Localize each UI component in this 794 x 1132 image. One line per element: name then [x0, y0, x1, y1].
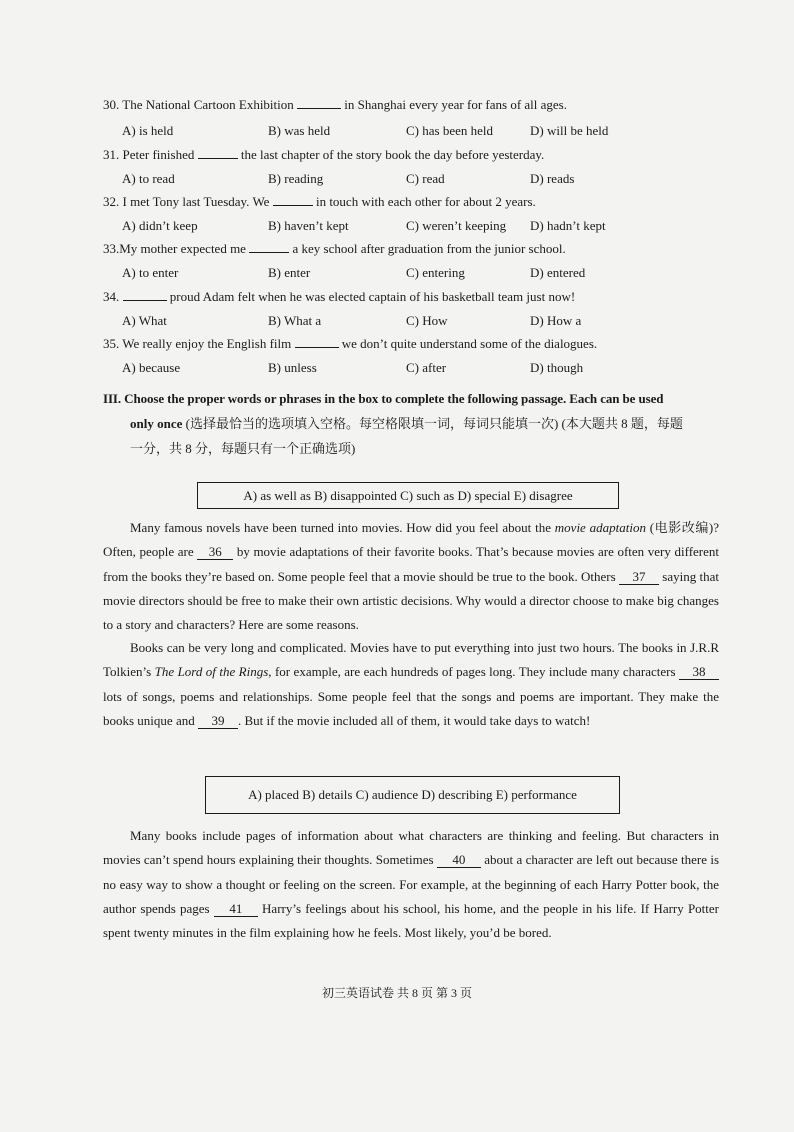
option-d: D) hadn’t kept — [530, 218, 606, 233]
option-a: A) to read — [122, 171, 175, 186]
blank-38: 38 — [679, 665, 719, 680]
answer-blank — [198, 158, 238, 159]
blank-39: 39 — [198, 714, 238, 729]
stem-text: 34. — [103, 289, 120, 304]
option-c: C) read — [406, 171, 445, 186]
section-3-instructions — [103, 386, 719, 461]
blank-41: 41 — [214, 902, 258, 917]
option-b: B) reading — [268, 171, 324, 186]
option-c: C) entering — [406, 265, 465, 280]
stem-text: 30. The National Cartoon Exhibition — [103, 97, 294, 112]
page-footer: 初三英语试卷 共 8 页 第 3 页 — [321, 986, 472, 1000]
only-once-label: only once — [130, 416, 183, 431]
option-a: A) didn’t keep — [122, 218, 198, 233]
blank-37: 37 — [619, 570, 659, 585]
section-note: (选择最恰当的选项填入空格。每空格限填一词，每词只能填一次) (本大题共 8 题，每题 — [182, 416, 683, 431]
stem-text: in Shanghai every year for fans of all ages. — [344, 97, 567, 112]
passage-paragraph-2: Books can be very long and complicated. Movies have to put everything into just two hours. The books in J.R.R Tolkien’s The Lord of the Rings, for example, are each hundreds of pages long. They include many characters 38 lots of songs, poems and relationships. Some people feel that the songs and poems are important. They make the books unique and 39 . But if the movie included all of them, it would take days to watch! — [103, 640, 719, 728]
option-d: D) though — [530, 360, 584, 375]
option-b: B) enter — [268, 265, 311, 280]
option-d: D) will be held — [530, 123, 609, 138]
option-b: B) What a — [268, 313, 322, 328]
stem-text: proud Adam felt when he was elected captain of his basketball team just now! — [169, 289, 576, 304]
question-30-stem — [103, 96, 567, 113]
section-note-line3: 一分，共 8 分，每题只有一个正确选项) — [130, 441, 356, 456]
stem-text: in touch with each other for about 2 years. — [315, 194, 536, 209]
book-title: The Lord of the Rings — [154, 664, 269, 680]
answer-blank — [249, 252, 289, 253]
stem-text: we don’t quite understand some of the dialogues. — [341, 336, 598, 351]
stem-text: a key school after graduation from the junior school. — [292, 241, 566, 256]
option-d: D) reads — [530, 171, 575, 186]
question-35-stem — [103, 335, 597, 352]
blank-40: 40 — [437, 853, 481, 868]
option-a: A) is held — [122, 123, 174, 138]
option-d: D) How a — [530, 313, 582, 328]
question-33-stem — [103, 240, 566, 257]
word-box-2: A) placed B) details C) audience D) describing E) performance — [205, 776, 620, 814]
passage-paragraph-1: Many famous novels have been turned into movies. How did you feel about the movie adaptation (电影改编)? Often, people are 36 by movie adaptations of their favorite books. That’s because movies are often very different from the books they’re based on. Some people feel that a movie should be true to the book. Others 37 saying that movie directors should be free to make their own artistic decisions. Why would a director choose to make big changes to a story and characters? Here are some reasons. — [103, 520, 720, 633]
question-34-stem — [103, 288, 575, 305]
section-heading-line2 — [103, 411, 719, 436]
passage-paragraph-3: Many books include pages of information about what characters are thinking and feeling. But characters in movies can’t spend hours explaining their thoughts. Sometimes 40 about a character are left out because there is no easy way to show a thought or feeling on the screen. For example, at the beginning of each Harry Potter book, the author spends pages 41 Harry’s feelings about his school, his home, and the people in his life. If Harry Potter spent twenty minutes in the film explaining how he feels. Most likely, you’d be bored. — [103, 828, 720, 941]
option-c: C) after — [406, 360, 447, 375]
option-b: B) haven’t kept — [268, 218, 349, 233]
movie-adaptation-term: movie adaptation — [554, 520, 646, 535]
stem-text: the last chapter of the story book the day before yesterday. — [240, 147, 545, 162]
stem-text: 33.My mother expected me — [103, 241, 246, 256]
option-c: C) How — [406, 313, 448, 328]
answer-blank — [273, 205, 313, 206]
option-d: D) entered — [530, 265, 586, 280]
answer-blank — [123, 300, 167, 301]
option-c: C) weren’t keeping — [406, 218, 507, 233]
question-31-stem — [103, 146, 544, 163]
stem-text: 35. We really enjoy the English film — [103, 336, 292, 351]
stem-text: 32. I met Tony last Tuesday. We — [103, 194, 270, 209]
answer-blank — [295, 347, 339, 348]
section-heading: III. Choose the proper words or phrases in the box to complete the following passage. Each can be used — [103, 391, 664, 406]
blank-36: 36 — [197, 545, 233, 560]
answer-blank — [297, 108, 341, 109]
option-b: B) was held — [268, 123, 331, 138]
option-a: A) What — [122, 313, 167, 328]
option-a: A) to enter — [122, 265, 179, 280]
stem-text: 31. Peter finished — [103, 147, 195, 162]
question-32-stem — [103, 193, 536, 210]
option-a: A) because — [122, 360, 181, 375]
option-b: B) unless — [268, 360, 317, 375]
option-c: C) has been held — [406, 123, 494, 138]
word-box-1: A) as well as B) disappointed C) such as D) special E) disagree — [197, 482, 619, 509]
